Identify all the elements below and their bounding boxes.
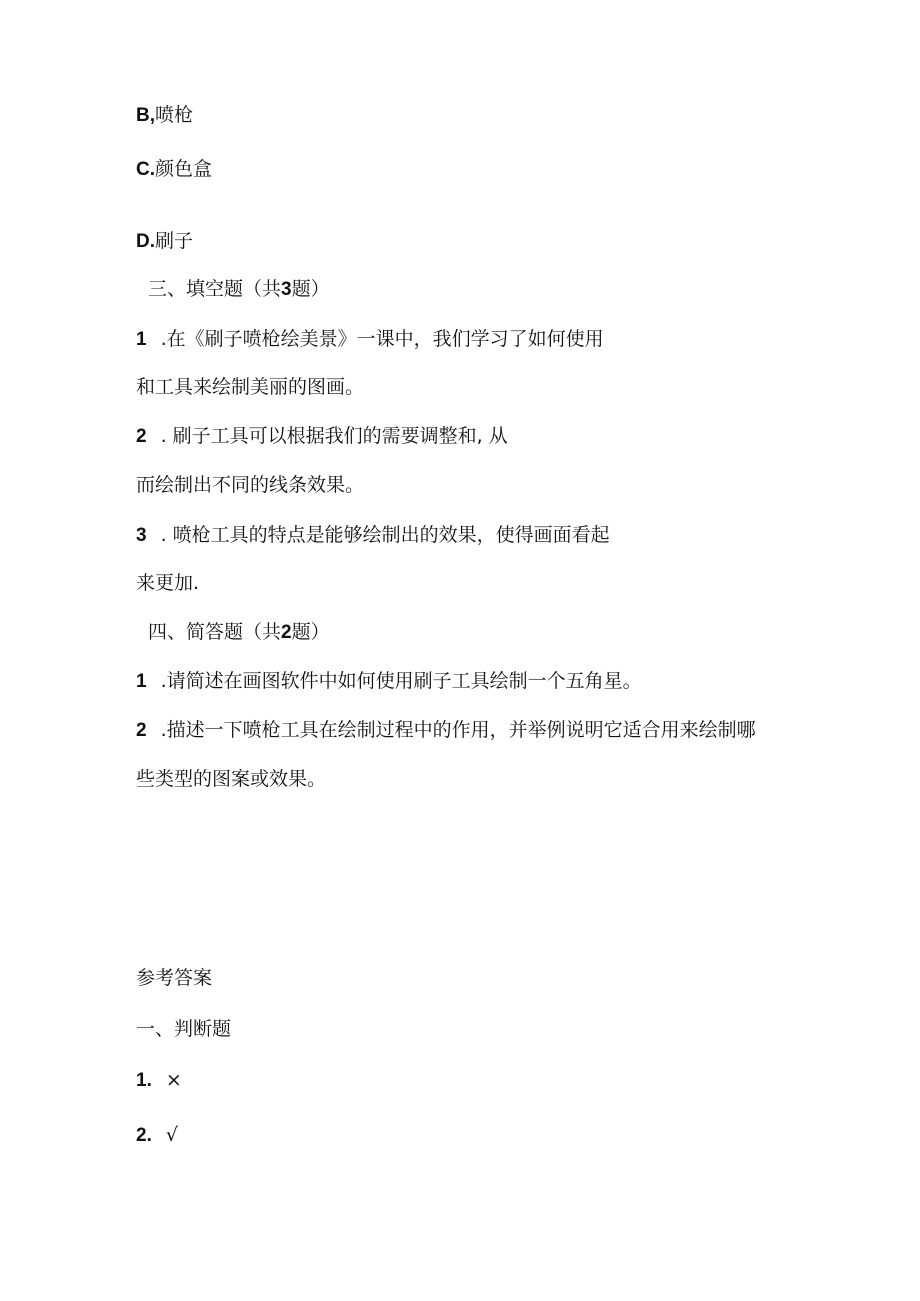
answer-item	[136, 1123, 178, 1148]
section-title-pre: 三、填空题（共	[148, 278, 282, 300]
short-answer-q2	[136, 718, 756, 743]
fill-blank-q1	[136, 327, 604, 352]
answers-section-title: 一、判断题	[136, 1018, 232, 1040]
answer-mark: ×	[165, 1069, 182, 1091]
question-text: .请简述在画图软件中如何使用刷子工具绘制一个五角星。	[160, 670, 642, 692]
option-letter: B,	[136, 105, 155, 126]
option-text: 刷子	[155, 230, 194, 252]
fill-blank-q2	[136, 424, 508, 449]
section-title-post: 题）	[291, 621, 330, 643]
question-text: . 刷子工具可以根据我们的需要调整和, 从	[160, 425, 508, 447]
question-text: 和工具来绘制美丽的图画。	[136, 376, 365, 398]
section-title-fill-blank	[148, 277, 330, 302]
question-number: 2	[136, 426, 147, 447]
option-text: 喷枪	[155, 104, 194, 126]
answer-number: 2.	[136, 1125, 152, 1146]
section-title-count: 2	[281, 622, 292, 643]
question-text: .在《刷子喷枪绘美景》一课中，我们学习了如何使用	[160, 328, 604, 350]
fill-blank-q3	[136, 523, 610, 548]
option-letter: D.	[136, 231, 155, 252]
section-title-count: 3	[281, 279, 292, 300]
section-title-post: 题）	[291, 278, 330, 300]
short-answer-q2-cont	[136, 767, 326, 791]
option-b	[136, 103, 193, 128]
fill-blank-q1-cont	[136, 375, 364, 399]
question-text: . 喷枪工具的特点是能够绘制出的效果，使得画面看起	[160, 524, 610, 546]
answer-item	[136, 1068, 182, 1093]
question-number: 3	[136, 525, 147, 546]
section-title-short-answer	[148, 620, 330, 645]
fill-blank-q2-cont	[136, 473, 364, 497]
option-d	[136, 229, 193, 254]
answer-number: 1.	[136, 1070, 152, 1091]
fill-blank-q3-cont	[136, 571, 199, 595]
question-number: 2	[136, 720, 147, 741]
question-text: .描述一下喷枪工具在绘制过程中的作用，并举例说明它适合用来绘制哪	[160, 719, 756, 741]
question-text: 来更加.	[136, 572, 200, 594]
question-text: 而绘制出不同的线条效果。	[136, 474, 365, 496]
answers-title: 参考答案	[136, 967, 213, 989]
section-title-pre: 四、简答题（共	[148, 621, 282, 643]
short-answer-q1	[136, 669, 642, 694]
option-letter: C.	[136, 159, 155, 180]
answer-mark: √	[165, 1124, 178, 1146]
question-number: 1	[136, 671, 147, 692]
question-text: 些类型的图案或效果。	[136, 768, 327, 790]
option-c	[136, 157, 212, 182]
question-number: 1	[136, 329, 147, 350]
option-text: 颜色盒	[155, 158, 213, 180]
